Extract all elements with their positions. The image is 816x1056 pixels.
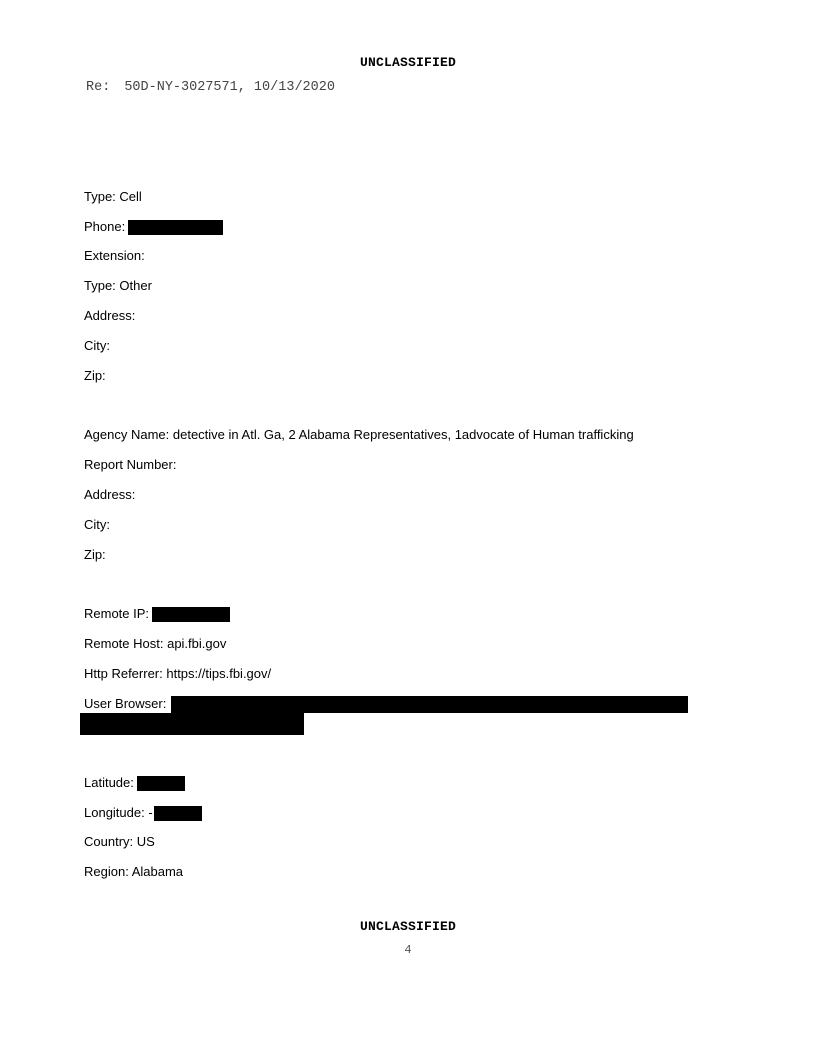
remote-ip-label: Remote IP: <box>84 606 150 621</box>
remote-ip-redaction <box>152 607 230 622</box>
user-browser-field <box>84 696 166 712</box>
longitude-label: Longitude: - <box>84 805 153 820</box>
phone-label: Phone: <box>84 219 126 234</box>
agency-zip-field: Zip: <box>84 547 106 562</box>
type-cell-field: Type: Cell <box>84 189 142 204</box>
report-number-field: Report Number: <box>84 457 177 472</box>
classification-header: UNCLASSIFIED <box>359 55 456 70</box>
region-field: Region: Alabama <box>84 864 184 879</box>
latitude-field <box>84 775 185 791</box>
type-other-field: Type: Other <box>84 278 152 293</box>
user-browser-redaction-line2 <box>80 713 304 735</box>
re-label: Re: <box>86 80 111 95</box>
user-browser-label: User Browser: <box>84 696 167 711</box>
remote-ip-field <box>84 606 230 622</box>
phone-redaction <box>128 220 223 235</box>
contact-zip-field: Zip: <box>84 368 106 383</box>
latitude-label: Latitude: <box>84 775 134 790</box>
user-browser-redaction-line1 <box>171 696 688 713</box>
contact-address-field: Address: <box>84 308 136 323</box>
phone-field <box>84 219 223 235</box>
classification-footer: UNCLASSIFIED <box>359 919 456 934</box>
case-reference-value: 50D-NY-3027571, 10/13/2020 <box>124 80 335 95</box>
agency-city-field: City: <box>84 517 110 532</box>
longitude-field <box>84 805 202 821</box>
extension-field: Extension: <box>84 248 145 263</box>
contact-city-field: City: <box>84 338 110 353</box>
country-field: Country: US <box>84 834 155 849</box>
case-reference <box>86 80 335 95</box>
longitude-redaction <box>154 806 202 821</box>
page-number: 4 <box>404 943 412 957</box>
agency-address-field: Address: <box>84 487 136 502</box>
http-referrer-field: Http Referrer: https://tips.fbi.gov/ <box>84 666 272 681</box>
remote-host-field: Remote Host: api.fbi.gov <box>84 636 227 651</box>
latitude-redaction <box>137 776 185 791</box>
agency-name-field: Agency Name: detective in Atl. Ga, 2 Alabama Representatives, 1advocate of Human trafficking <box>84 427 634 442</box>
